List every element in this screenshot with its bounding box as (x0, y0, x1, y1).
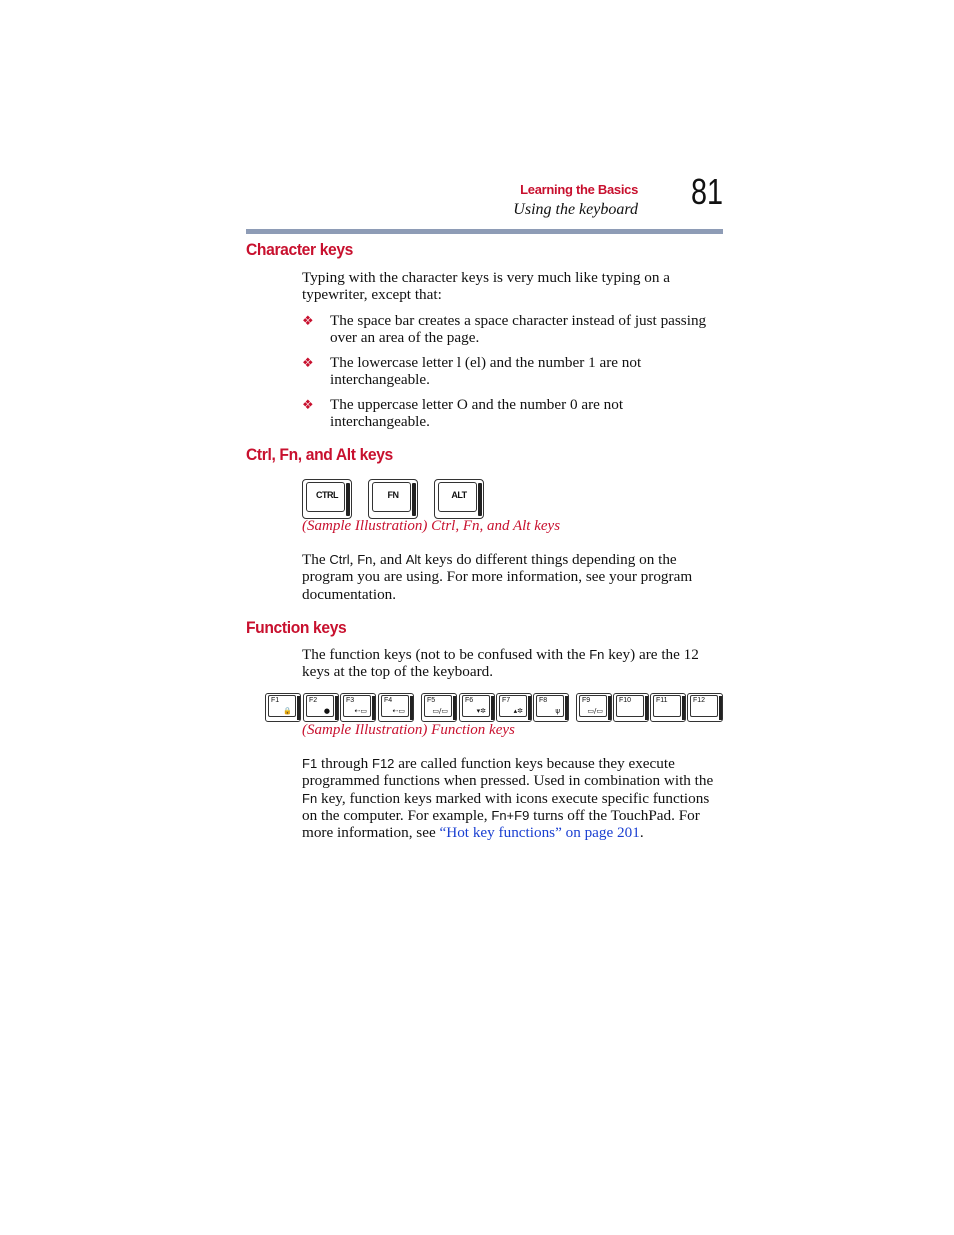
function-key-glyph-icon: ⇠▭ (354, 707, 367, 715)
function-key-f6 (459, 693, 495, 722)
page-number: 81 (691, 171, 724, 212)
function-key-label: F4 (384, 697, 393, 704)
bullet-icon: ❖ (302, 355, 314, 370)
list-item-text: The uppercase letter O and the number 0 are not interchangeable. (330, 396, 624, 431)
function-key-glyph-icon: ▭/▭ (587, 707, 603, 715)
fn-key-illustration (368, 479, 418, 519)
function-key-glyph-icon: ⇠▭ (392, 707, 405, 715)
function-key-f10 (613, 693, 649, 722)
function-key-f11 (650, 693, 686, 722)
function-key-f5 (421, 693, 457, 722)
figure-caption-function-keys: (Sample Illustration) Function keys (302, 722, 515, 738)
bullet-icon: ❖ (302, 397, 314, 412)
function-key-label: F10 (619, 697, 632, 704)
function-key-glyph-icon: ● (323, 707, 330, 715)
function-key-glyph-icon: ▾✲ (476, 707, 486, 715)
header-rule (246, 229, 723, 234)
function-key-f8 (533, 693, 569, 722)
section-heading-ctrl-fn-alt: Ctrl, Fn, and Alt keys (246, 445, 393, 464)
inline-key-fn-f9: Fn+F9 (491, 807, 530, 823)
function-key-label: F3 (346, 697, 355, 704)
function-key-f7 (496, 693, 532, 722)
function-key-label: F6 (465, 697, 474, 704)
bullet-icon: ❖ (302, 313, 314, 328)
running-header-section: Using the keyboard (513, 201, 638, 218)
function-key-f3 (340, 693, 376, 722)
running-header-chapter: Learning the Basics (520, 182, 638, 197)
figure-caption-ctrl-fn-alt: (Sample Illustration) Ctrl, Fn, and Alt keys (302, 518, 561, 534)
inline-key-f12: F12 (372, 756, 395, 771)
function-key-label: F8 (539, 697, 548, 704)
key-label: CTRL (316, 490, 338, 500)
function-keys-intro: The function keys (not to be confused with the Fn key) are the 12 keys at the top of the keyboard. (302, 646, 699, 681)
function-key-label: F12 (693, 697, 706, 704)
inline-key-alt: Alt (405, 552, 421, 567)
character-keys-intro: Typing with the character keys is very much like typing on a typewriter, except that: (302, 269, 670, 304)
function-key-f2 (303, 693, 339, 722)
hot-key-functions-link[interactable]: “Hot key functions” on page 201 (439, 824, 640, 842)
ctrl-fn-alt-paragraph: The Ctrl, Fn, and Alt keys do different things depending on the program you are using. For more information, see your program documentation. (302, 551, 693, 603)
function-key-f9 (576, 693, 612, 722)
alt-key-illustration (434, 479, 484, 519)
function-key-label: F2 (309, 697, 318, 704)
key-label: FN (387, 490, 399, 500)
function-key-glyph-icon: ψ (555, 707, 560, 715)
section-heading-character-keys: Character keys (246, 240, 354, 259)
function-key-glyph-icon: ▭/▭ (432, 707, 448, 715)
inline-key-fn: Fn (589, 647, 605, 662)
section-heading-function-keys: Function keys (246, 618, 347, 637)
ctrl-key-illustration (302, 479, 352, 519)
function-key-label: F9 (582, 697, 591, 704)
inline-key-fn: Fn (302, 790, 318, 806)
function-key-f4 (378, 693, 414, 722)
inline-key-fn: Fn (357, 552, 373, 567)
inline-key-f1: F1 (302, 756, 318, 771)
function-key-glyph-icon: ▴✲ (513, 707, 523, 715)
function-keys-paragraph: F1 through F12 are called function keys because they execute programmed functions when pressed. Used in combination with the Fn key, function keys marked with icons execute specific functions on the computer. For example, Fn+F9 turns off the TouchPad. For more information, see “Hot key functions” on page 201. (302, 755, 714, 842)
list-item-text: The space bar creates a space character instead of just passing over an area of the page. (330, 312, 707, 347)
function-key-label: F7 (502, 697, 511, 704)
function-key-f12 (687, 693, 723, 722)
list-item-text: The lowercase letter l (el) and the number 1 are not interchangeable. (330, 354, 642, 389)
key-label: ALT (451, 490, 467, 500)
function-key-label: F11 (656, 697, 668, 704)
inline-key-ctrl: Ctrl (329, 552, 350, 567)
function-key-glyph-icon: 🔒 (283, 707, 292, 715)
function-key-f1 (265, 693, 301, 722)
function-key-label: F1 (271, 697, 280, 704)
function-key-label: F5 (427, 697, 436, 704)
